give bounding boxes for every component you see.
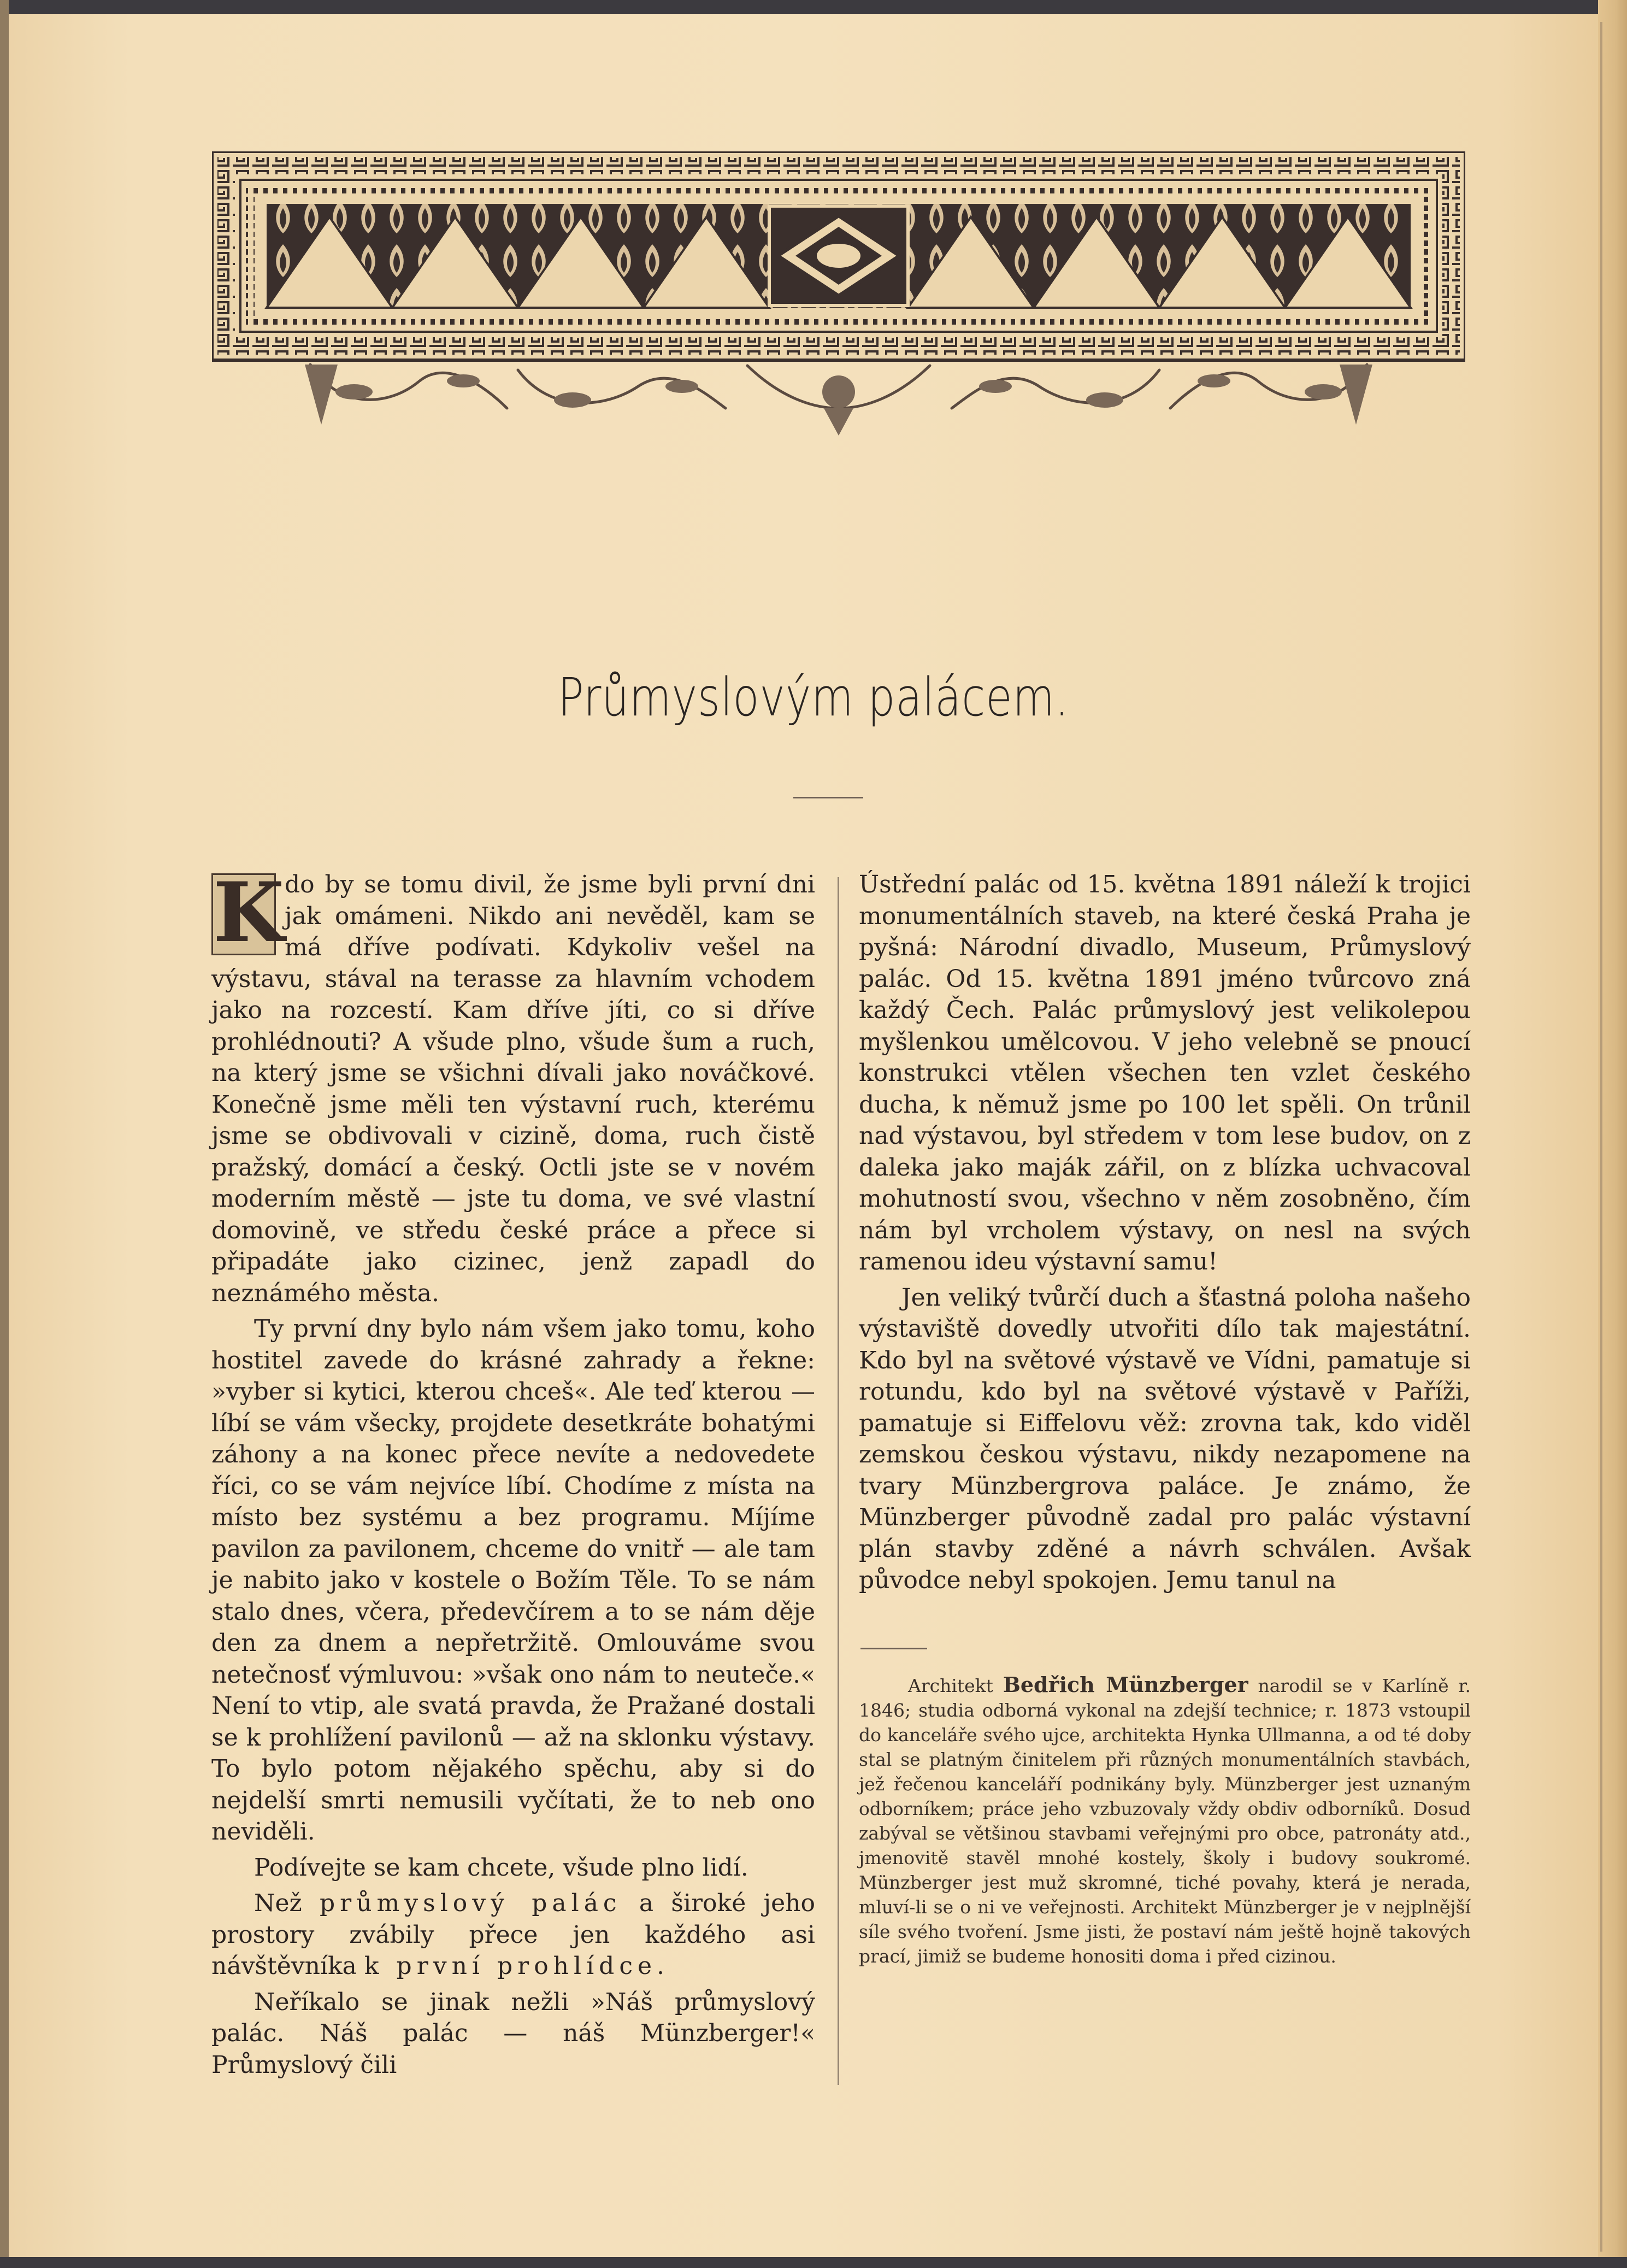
book-fore-edge <box>1598 0 1627 2268</box>
paragraph-1 <box>211 865 815 1309</box>
drop-cap: K <box>211 873 276 955</box>
paragraph-3: Podívejte se kam chcete, všude plno lidí. <box>254 1853 748 1882</box>
column-divider <box>838 877 839 2085</box>
architect-name: Bedřich Münzberger <box>1003 1672 1248 1697</box>
footnote-rule <box>860 1648 927 1649</box>
scan-bottom-edge <box>0 2257 1627 2268</box>
paragraph-2: Ty první dny bylo nám všem jako tomu, koho hostitel zavede do krásné zahrady a řekne: »vyber si kytici, kterou chceš«. Ale teď kterou — líbí se vám všecky, projdete desetkráte bohatými záhony a na konec přece nevíte a nedovedete říci, co se vám nejvíce líbí. Chodíme z místa na místo bez systému a bez programu. Míjíme pavilon za pavilonem, chceme do vnitř — ale tam je nabito jako v kostele o Božím Těle. To se nám stalo dnes, včera, předevčírem a to se nám děje den za dnem a nepřetržitě. Omlouváme svou netečnosť výmluvou: »však ono nám to neuteče.« Není to vtip, ale svatá pravda, že Pražané dostali se k prohlížení pavilonů — až na sklonku výstavy. To bylo potom nějakého spěchu, aby si do nejdelší smrti nemusili vyčítati, že to neb ono neviděli. <box>211 1315 815 1846</box>
scan-left-edge <box>0 0 9 2268</box>
paragraph-4: Než průmyslový palác a široké jeho prostory zvábily přece jen každého asi návštěvníka k první prohlídce. <box>211 1889 815 1980</box>
paragraph-5: Neříkalo se jinak nežli »Náš průmyslový palác. Náš palác — náš Münzberger!« Průmyslový čili <box>211 1988 815 2079</box>
decorative-headpiece <box>212 151 1465 444</box>
spaced-text: průmyslový palác <box>320 1889 622 1917</box>
paragraph-7: Jen veliký tvůrčí duch a šťastná poloha našeho výstaviště dovedly utvořiti dílo tak majestátní. Kdo byl na světové výstavě ve Vídni, pamatuje si rotundu, kdo byl na světové výstavě v Paříži, pamatuje si Eiffelovu věž: zrovna tak, kdo viděl zemskou českou výstavu, nikdy nezapomene na tvary Münzbergrova paláce. Je známo, že Münzberger původně zadal pro palác výstavní plán stavby zděné a návrh schválen. Avšak původce nebyl spokojen. Jemu tanul na <box>859 1283 1471 1594</box>
article-title: Průmyslovým palácem. <box>558 667 1069 728</box>
right-column <box>859 869 1471 1596</box>
title-rule <box>793 797 863 798</box>
paragraph-6: Ústřední palác od 15. května 1891 náleží k trojici monumentálních staveb, na které česká Praha je pyšná: Národní divadlo, Museum, Průmyslový palác. Od 15. května 1891 jméno tvůrcovo zná každý Čech. Palác průmyslový jest velikolepou myšlenkou umělcovou. V jeho velebně se pnoucí konstrukci vtělen všechen ten vzlet českého ducha, k němuž jsme po 100 let spěli. On trůnil nad výstavou, byl středem v tom lese budov, on z daleka jako maják zářil, on z blízka uchvacoval mohutností svou, všechno v něm zosobněno, čím nám byl vrcholem výstavy, on nesl na svých ramenou ideu výstavní samu! <box>859 871 1471 1276</box>
paragraph-1-text: do by se tomu divil, že jsme byli první dni jak omámeni. Nikdo ani nevěděl, kam se má dříve podívati. Kdykoliv vešel na výstavu, stával na terasse za hlavním vchodem jako na rozcestí. Kam dříve jíti, co si dříve prohlédnouti? A všude plno, všude šum a ruch, na který jsme se všichni dívali jako nováčkové. Konečně jsme měli ten výstavní ruch, kterému jsme se obdivovali v cizině, doma, ruch čistě pražský, domácí a český. Octli jste se v novém moderním městě — jste tu doma, ve své vlastní domovině, ve středu české práce a přece si připadáte jako cizinec, jenž zapadl do neznámého města. <box>211 871 815 1307</box>
spaced-text: k první prohlídce. <box>364 1952 669 1980</box>
left-column <box>211 865 815 2081</box>
scan-top-edge <box>0 0 1627 14</box>
footnote: Architekt Bedřich Münzberger narodil se v Karlíně r. 1846; studia odborná vykonal na zdejší technice; r. 1873 vstoupil do kanceláře svého ujce, architekta Hynka Ullmanna, a od té doby stal se platným činitelem při různých monumentálních stavbách, jež řečenou kanceláří podnikány byly. Münzberger jest uznaným odborníkem; práce jeho vzbuzovaly vždy obdiv odborníků. Dosud zabýval se většinou stavbami veřejnými pro obce, patronáty atd., jmenovitě stavěl mnohé kostely, školy i budovy soukromé. Münzberger jest muž skromné, tiché povahy, která je nerada, mluví-li se o ni ve veřejnosti. Architekt Münzberger je v nejplnější síle svého tvoření. Jsme jisti, že postaví nám ještě hojně takových prací, jimiž se budeme honositi doma i před cizinou. <box>859 1672 1471 1967</box>
